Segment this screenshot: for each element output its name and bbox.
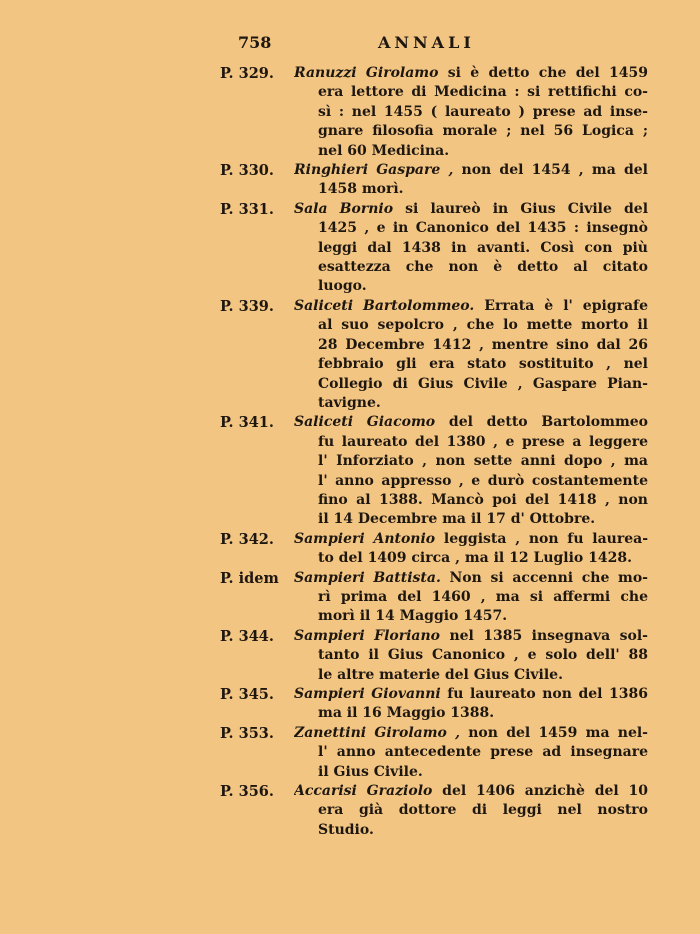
errata-entry [0, 724, 700, 782]
person-name: Saliceti Giacomo [294, 414, 436, 431]
entry-text: del detto Bartolommeo [435, 414, 648, 431]
errata-entry [0, 161, 700, 200]
entry-line: il 14 Decembre ma il 17 d' Ottobre. [318, 511, 596, 528]
errata-entry [0, 685, 700, 724]
person-name: Accarisi Graziolo [294, 783, 433, 800]
entry-line: l' anno appresso , e durò costantemente [318, 472, 648, 489]
person-name: Sampieri Antonio [294, 530, 436, 547]
entry-line: tavigne. [318, 394, 381, 411]
page-number: 758 [238, 33, 272, 52]
entry-line [294, 627, 648, 646]
entry-line: nel 60 Medicina. [318, 142, 450, 159]
page-reference: P. 353. [220, 724, 274, 742]
entry-line: 1458 morì. [318, 181, 404, 198]
entry-line [294, 530, 648, 549]
entry-line: leggi dal 1438 in avanti. Così con più [318, 239, 648, 256]
page-reference: P. idem [220, 569, 279, 587]
entries-list [0, 64, 700, 840]
entry-text: nel 1385 insegnava sol- [440, 627, 648, 644]
entry-line [294, 413, 648, 432]
entry-text: non del 1459 ma nel- [460, 724, 648, 741]
entry-line: il Gius Civile. [318, 763, 423, 780]
entry-line: fu laureato del 1380 , e prese a leggere [318, 433, 648, 450]
entry-text: si laureò in Gius Civile del [393, 200, 648, 217]
entry-line: era già dottore di leggi nel nostro [318, 802, 648, 819]
page-reference: P. 331. [220, 200, 274, 218]
errata-entry [0, 297, 700, 413]
page-reference: P. 330. [220, 162, 274, 180]
entry-text: leggista , non fu laurea- [435, 530, 648, 547]
errata-entry [0, 200, 700, 297]
person-name: Ringhieri Gaspare , [294, 162, 454, 179]
entry-line: era lettore di Medicina : si rettifichi co- [318, 84, 648, 101]
entry-line [294, 724, 648, 743]
entry-text: del 1406 anzichè del 10 [432, 783, 648, 800]
errata-entry [0, 627, 700, 685]
person-name: Sampieri Battista. [294, 569, 441, 586]
entry-line [294, 685, 648, 704]
running-head: ANNALI [378, 33, 475, 52]
entry-text: si è detto che del 1459 [438, 65, 648, 81]
entry-line: l' Inforziato , non sette anni dopo , ma [318, 453, 648, 470]
errata-entry [0, 530, 700, 569]
person-name: Sampieri Floriano [294, 627, 441, 644]
entry-line: le altre materie del Gius Civile. [318, 666, 563, 683]
entry-line: 28 Decembre 1412 , mentre sino dal 26 [318, 336, 648, 353]
entry-text: Non si accenni che mo- [440, 569, 648, 586]
page-reference: P. 356. [220, 783, 274, 801]
entry-line [294, 782, 648, 801]
errata-entry [0, 413, 700, 529]
entry-line: ma il 16 Maggio 1388. [318, 705, 495, 722]
entry-text: non del 1454 , ma del [453, 162, 648, 179]
person-name: Sampieri Giovanni [294, 686, 441, 702]
person-name: Sala Bornio [294, 200, 394, 217]
errata-entry [0, 569, 700, 627]
page-reference: P. 329. [220, 65, 274, 82]
entry-line: Studio. [318, 821, 374, 838]
entry-line: sì : nel 1455 ( laureato ) prese ad inse- [318, 103, 648, 120]
errata-entry [0, 782, 700, 840]
page-header [0, 33, 700, 53]
entry-line: 1425 , e in Canonico del 1435 : insegnò [318, 220, 648, 237]
entry-line: morì il 14 Maggio 1457. [318, 608, 508, 625]
entry-line: Collegio di Gius Civile , Gaspare Pian- [318, 375, 648, 392]
entry-text: fu laureato non del 1386 [440, 686, 648, 702]
entry-text: Errata è l' epigrafe [474, 297, 648, 314]
errata-entry [0, 64, 700, 161]
entry-line: tanto il Gius Canonico , e solo dell' 88 [318, 647, 648, 664]
person-name: Ranuzzi Girolamo [294, 65, 439, 81]
entry-line [294, 64, 648, 83]
entry-line [294, 297, 648, 316]
entry-line: gnare filosofia morale ; nel 56 Logica ; [318, 123, 648, 140]
entry-line [294, 200, 648, 219]
entry-line [294, 161, 648, 180]
person-name: Saliceti Bartolommeo. [294, 297, 475, 314]
page-reference: P. 345. [220, 686, 274, 703]
entry-line: febbraio gli era stato sostituito , nel [318, 356, 648, 373]
entry-line: esattezza che non è detto al citato [318, 259, 648, 276]
entry-line: to del 1409 circa , ma il 12 Luglio 1428. [318, 550, 632, 567]
entry-line: luogo. [318, 278, 367, 295]
entry-line: fino al 1388. Mancò poi del 1418 , non [318, 491, 648, 508]
person-name: Zanettini Girolamo , [294, 724, 461, 741]
entry-line: l' anno antecedente prese ad insegnare [318, 744, 648, 761]
entry-line: rì prima del 1460 , ma si affermi che [318, 588, 648, 605]
page-reference: P. 344. [220, 627, 274, 645]
entry-line [294, 569, 648, 588]
page-reference: P. 341. [220, 414, 274, 432]
page-reference: P. 339. [220, 297, 274, 315]
page-reference: P. 342. [220, 530, 274, 548]
entry-line: al suo sepolcro , che lo mette morto il [318, 317, 648, 334]
